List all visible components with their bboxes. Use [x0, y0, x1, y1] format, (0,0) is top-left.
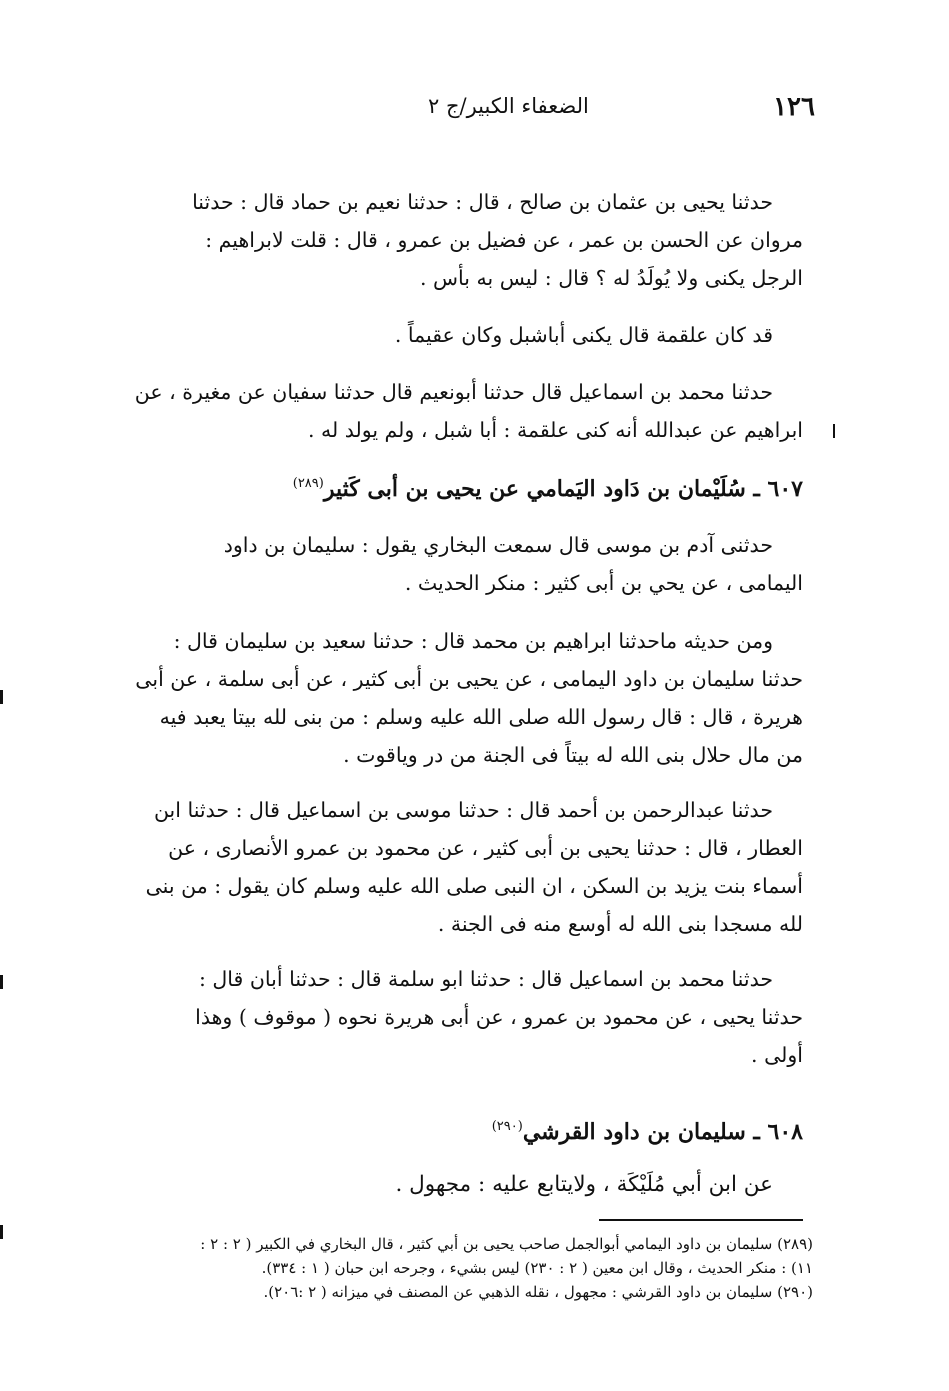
paragraph-6: [116, 791, 803, 943]
margin-mark: [0, 690, 3, 704]
text-line: قد كان علقمة قال يكنى أباشبل وكان عقيماً .: [394, 323, 773, 347]
footnote-line: ١١) : منكر الحديث ، وقال ابن معين ( ٢ : ٢٣٠) ليس بشيء ، وجرحه ابن حبان ( ١ : ٣٣٤).: [261, 1259, 813, 1277]
text-line: من مال حلال بنى الله له بيتاً فى الجنة من در وياقوت .: [343, 743, 803, 767]
entry-title: ٦٠٨ ـ سليمان بن داود القرشي: [522, 1119, 803, 1145]
text-line: ومن حديثه ماحدثنا ابراهيم بن محمد قال : حدثنا سعيد بن سليمان قال :: [173, 629, 773, 653]
footnote-separator: [599, 1219, 803, 1221]
page-header: [120, 92, 829, 132]
footnote-line: (٢٨٩) سليمان بن داود اليمامي أبوالجمل صاحب يحيى بن أبي كثير ، قال البخاري في الكبير ( ٢ : ٢ :: [200, 1235, 813, 1253]
text-line: حدثنا يحيى بن عثمان بن صالح ، قال : حدثنا نعيم بن حماد قال : حدثنا: [192, 190, 773, 214]
footnote-ref: (٢٩٠): [491, 1119, 523, 1134]
paragraph-8: [260, 1166, 803, 1204]
text-line: أولى .: [751, 1043, 803, 1067]
paragraph-2: [116, 316, 803, 354]
paragraph-3: [116, 373, 803, 449]
entry-heading-608: [492, 1119, 803, 1145]
text-line: حدثنا سليمان بن داود اليمامى ، عن يحيى بن أبى كثير ، عن أبى سلمة ، عن أبى: [135, 667, 803, 691]
text-line: عن ابن أبي مُلَيْكَة ، ولايتابع عليه : مجهول .: [395, 1172, 773, 1197]
text-line: مروان عن الحسن بن عمر ، عن فضيل بن عمرو ، قال : قلت لابراهيم :: [205, 228, 803, 252]
footnotes: [116, 1232, 813, 1304]
text-line: حدثنا عبدالرحمن بن أحمد قال : حدثنا موسى بن اسماعيل قال : حدثنا ابن: [153, 798, 773, 822]
text-line: ابراهيم عن عبدالله أنه كنى علقمة : أبا شبل ، ولم يولد له .: [307, 418, 803, 442]
running-title: الضعفاء الكبير/ج ٢: [428, 94, 589, 118]
text-line: العطار ، قال : حدثنا يحيى بن أبى كثير ، عن محمود بن عمرو الأنصارى ، عن: [168, 836, 803, 860]
text-line: لله مسجدا بنى الله له أوسع منه فى الجنة .: [437, 912, 803, 936]
page-number: ١٢٦: [773, 92, 815, 122]
footnote-line: (٢٩٠) سليمان بن داود القرشي : مجهول ، نقله الذهبي عن المصنف في ميزانه ( ٢ :٢٠٦).: [263, 1283, 813, 1301]
margin-mark: [0, 1225, 3, 1239]
text-line: الرجل يكنى ولا يُولَدُ له ؟ قال : ليس به بأس .: [419, 266, 803, 290]
text-line: اليمامى ، عن يحي بن أبى كثير : منكر الحديث .: [404, 571, 803, 595]
entry-title: ٦٠٧ ـ سُلَيْمان بن دَاود اليَمامي عن يحيى بن أبى كَثير: [323, 476, 803, 502]
text-line: حدثنا محمد بن اسماعيل قال : حدثنا ابو سلمة قال : حدثنا أبان قال :: [198, 967, 773, 991]
paragraph-7: [116, 960, 803, 1074]
text-line: حدثنا يحيى ، عن محمود بن عمرو ، عن أبى هريرة نحوه ( موقوف ) وهذا: [195, 1005, 803, 1029]
text-line: هريرة ، قال : قال رسول الله صلى الله عليه وسلم : من بنى لله بيتا يعبد فيه: [159, 705, 803, 729]
paragraph-1: [116, 183, 803, 297]
paragraph-4: [116, 526, 803, 602]
text-line: حدثنا محمد بن اسماعيل قال حدثنا أبونعيم قال حدثنا سفيان عن مغيرة ، عن: [134, 380, 773, 404]
paragraph-5: [116, 622, 803, 774]
margin-mark: [833, 424, 835, 438]
margin-mark: [0, 975, 3, 989]
text-line: حدثنى آدم بن موسى قال سمعت البخاري يقول : سليمان بن داود: [223, 533, 773, 557]
text-line: أسماء بنت يزيد بن السكن ، ان النبى صلى الله عليه وسلم كان يقول : من بنى: [145, 874, 803, 898]
footnote-ref: (٢٨٩): [292, 476, 324, 491]
entry-heading-607: [293, 476, 803, 502]
